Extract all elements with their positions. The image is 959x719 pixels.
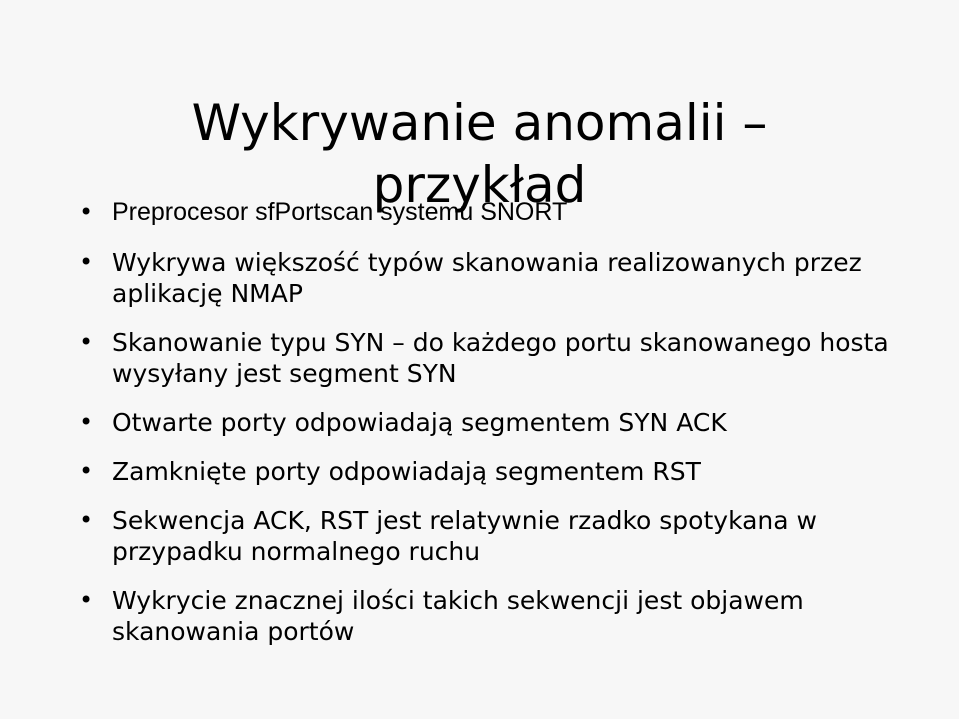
- bullet-text: Preprocesor sfPortscan systemu SNORT: [112, 198, 568, 226]
- bullet-item: [79, 197, 939, 228]
- bullet-item: [79, 247, 939, 309]
- slide-title-line-1: Wykrywanie anomalii –: [191, 93, 768, 152]
- bullet-text: Wykrycie znacznej ilości takich sekwencji jest objawem skanowania portów: [112, 586, 804, 646]
- bullet-dot-icon: •: [79, 586, 94, 614]
- bullet-item: [79, 327, 939, 389]
- bullet-dot-icon: •: [79, 198, 94, 226]
- bullet-item: [79, 456, 939, 487]
- bullet-text: Skanowanie typu SYN – do każdego portu skanowanego hosta wysyłany jest segment SYN: [112, 328, 889, 388]
- slide-title-line-2: przykład: [372, 155, 587, 214]
- bullet-text: Sekwencja ACK, RST jest relatywnie rzadko spotykana w przypadku normalnego ruchu: [112, 506, 817, 566]
- bullet-dot-icon: •: [79, 328, 94, 356]
- bullet-dot-icon: •: [79, 408, 94, 436]
- bullet-text: Otwarte porty odpowiadają segmentem SYN ACK: [112, 408, 727, 437]
- bullet-dot-icon: •: [79, 457, 94, 485]
- bullet-item: [79, 407, 939, 438]
- bullet-text: Zamknięte porty odpowiadają segmentem RST: [112, 457, 701, 486]
- bullet-item: [79, 585, 939, 647]
- bullet-dot-icon: •: [79, 248, 94, 276]
- bullet-list: [79, 197, 939, 665]
- bullet-item: [79, 505, 939, 567]
- bullet-dot-icon: •: [79, 506, 94, 534]
- bullet-text: Wykrywa większość typów skanowania realizowanych przez aplikację NMAP: [112, 248, 862, 308]
